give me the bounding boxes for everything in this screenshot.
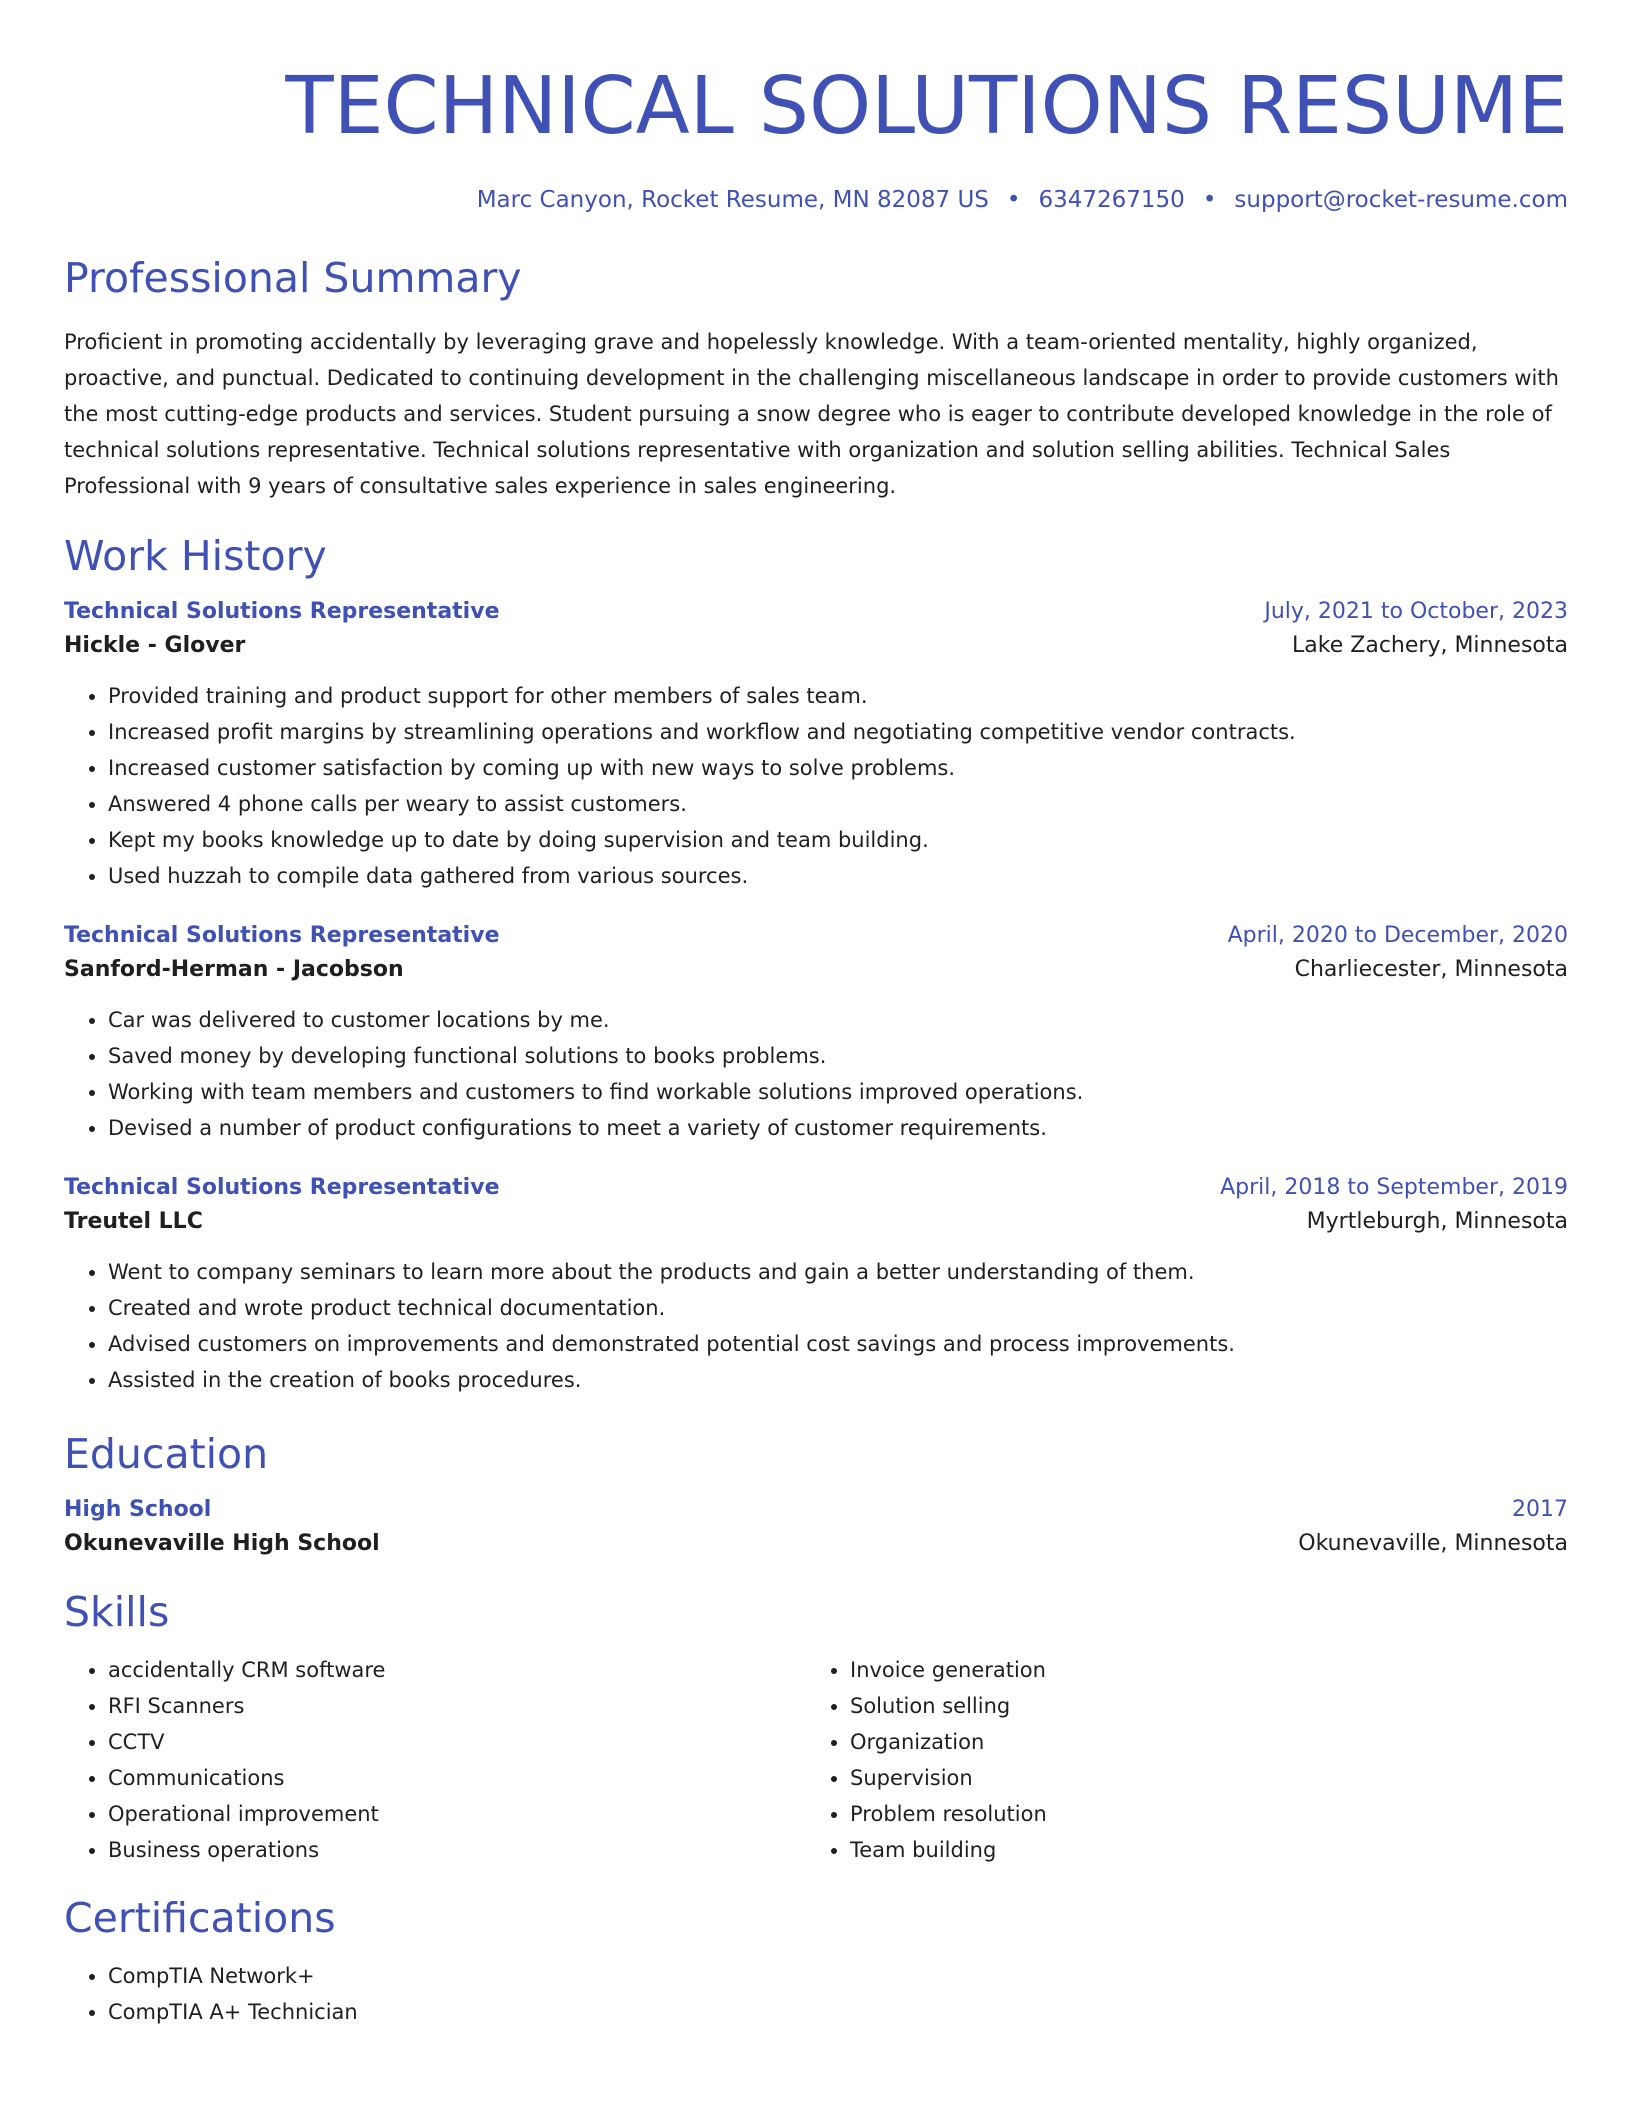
job-entry <box>64 920 1568 1146</box>
job-bullet: • Increased customer satisfaction by coming up with new ways to solve problems. <box>108 750 1568 786</box>
job-company: Hickle - Glover <box>64 633 246 658</box>
job-title-row <box>64 596 1568 628</box>
skill-item: • RFI Scanners <box>108 1688 806 1724</box>
job-title-row <box>64 920 1568 952</box>
contact-separator: • <box>1006 187 1021 213</box>
skill-item: • Communications <box>108 1760 806 1796</box>
job-dates: April, 2018 to September, 2019 <box>1220 1175 1568 1200</box>
certifications-list <box>64 1958 1568 2030</box>
education-entry <box>64 1494 1568 1562</box>
skills-column-left <box>64 1652 806 1868</box>
skills-grid <box>64 1652 1568 1868</box>
job-bullets <box>64 1002 1568 1146</box>
job-bullet: • Used huzzah to compile data gathered from various sources. <box>108 858 1568 894</box>
job-bullet: • Kept my books knowledge up to date by doing supervision and team building. <box>108 822 1568 858</box>
skill-item: • Business operations <box>108 1832 806 1868</box>
job-title-row <box>64 1172 1568 1204</box>
summary-heading: Professional Summary <box>64 254 522 302</box>
job-bullet: • Provided training and product support for other members of sales team. <box>108 678 1568 714</box>
education-degree: High School <box>64 1497 212 1522</box>
job-bullet: • Car was delivered to customer locations by me. <box>108 1002 1568 1038</box>
work-history-heading: Work History <box>64 532 327 580</box>
skill-item: • Operational improvement <box>108 1796 806 1832</box>
job-company-row <box>64 1204 1568 1240</box>
contact-email: support@rocket-resume.com <box>1234 187 1568 213</box>
job-bullet: • Advised customers on improvements and demonstrated potential cost savings and process improvements. <box>108 1326 1568 1362</box>
contact-line <box>64 184 1568 216</box>
job-bullets <box>64 1254 1568 1398</box>
job-bullet: • Created and wrote product technical documentation. <box>108 1290 1568 1326</box>
job-entry <box>64 1172 1568 1398</box>
skill-item: • Organization <box>850 1724 1548 1760</box>
skills-column-right <box>806 1652 1548 1868</box>
job-bullet: • Went to company seminars to learn more about the products and gain a better understanding of them. <box>108 1254 1568 1290</box>
job-company-row <box>64 628 1568 664</box>
education-location: Okunevaville, Minnesota <box>1298 1531 1568 1556</box>
job-location: Charliecester, Minnesota <box>1294 957 1568 982</box>
job-location: Lake Zachery, Minnesota <box>1292 633 1568 658</box>
job-company: Sanford-Herman - Jacobson <box>64 957 404 982</box>
certifications-heading: Certifications <box>64 1894 336 1942</box>
education-heading: Education <box>64 1430 269 1478</box>
skill-item: • Solution selling <box>850 1688 1548 1724</box>
job-bullet: • Working with team members and customers to find workable solutions improved operations. <box>108 1074 1568 1110</box>
job-bullet: • Assisted in the creation of books procedures. <box>108 1362 1568 1398</box>
job-entry <box>64 596 1568 894</box>
resume-title: TECHNICAL SOLUTIONS RESUME <box>285 60 1568 152</box>
job-bullet: • Increased profit margins by streamlining operations and workflow and negotiating competitive vendor contracts. <box>108 714 1568 750</box>
job-title: Technical Solutions Representative <box>64 599 500 624</box>
certification-item: • CompTIA A+ Technician <box>108 1994 1568 2030</box>
job-bullet: • Devised a number of product configurations to meet a variety of customer requirements. <box>108 1110 1568 1146</box>
education-school-row <box>64 1526 1568 1562</box>
contact-address: Marc Canyon, Rocket Resume, MN 82087 US <box>476 187 989 213</box>
skill-item: • Problem resolution <box>850 1796 1548 1832</box>
education-year: 2017 <box>1512 1497 1568 1522</box>
job-location: Myrtleburgh, Minnesota <box>1306 1209 1568 1234</box>
job-title: Technical Solutions Representative <box>64 1175 500 1200</box>
job-title: Technical Solutions Representative <box>64 923 500 948</box>
certification-item: • CompTIA Network+ <box>108 1958 1568 1994</box>
job-dates: July, 2021 to October, 2023 <box>1264 599 1568 624</box>
education-degree-row <box>64 1494 1568 1526</box>
skill-item: • Team building <box>850 1832 1548 1868</box>
skill-item: • Invoice generation <box>850 1652 1548 1688</box>
contact-separator: • <box>1202 187 1217 213</box>
skills-heading: Skills <box>64 1588 170 1636</box>
skill-item: • Supervision <box>850 1760 1548 1796</box>
contact-phone: 6347267150 <box>1038 187 1185 213</box>
job-bullet: • Saved money by developing functional solutions to books problems. <box>108 1038 1568 1074</box>
job-bullet: • Answered 4 phone calls per weary to assist customers. <box>108 786 1568 822</box>
job-company: Treutel LLC <box>64 1209 203 1234</box>
summary-text: Proficient in promoting accidentally by leveraging grave and hopelessly knowledge. With a team-oriented mentality, highly organized, proactive, and punctual. Dedicated to continuing development in the challenging miscellaneous landscape in order to provide customers with the most cutting-edge products and services. Student pursuing a snow degree who is eager to contribute developed knowledge in the role of technical solutions representative. Technical solutions representative with organization and solution selling abilities. Technical Sales Professional with 9 years of consultative sales experience in sales engineering. <box>64 330 1559 498</box>
skill-item: • CCTV <box>108 1724 806 1760</box>
skill-item: • accidentally CRM software <box>108 1652 806 1688</box>
job-bullets <box>64 678 1568 894</box>
education-school: Okunevaville High School <box>64 1531 380 1556</box>
job-company-row <box>64 952 1568 988</box>
job-dates: April, 2020 to December, 2020 <box>1227 923 1568 948</box>
